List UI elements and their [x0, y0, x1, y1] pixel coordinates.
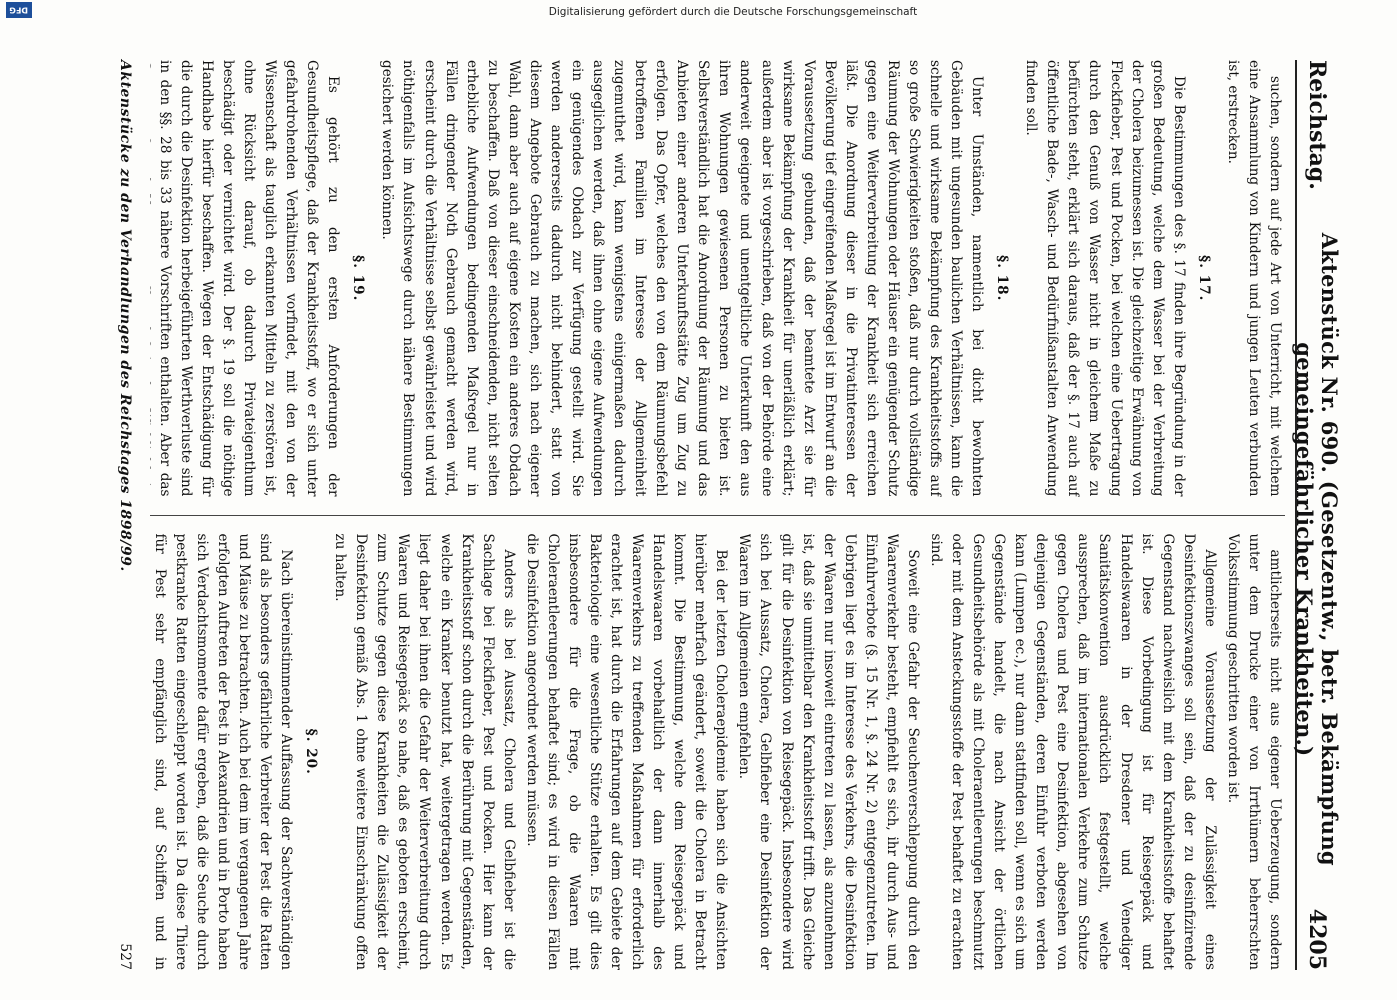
paragraph: Nach übereinstimmender Auffassung der Sachverständigen sind als besonders gefährliche Verbreiter der Pest die Ratten und Mäuse zu betrachten. Auch bei dem im vergangenen Jahre erfolgten Auftreten der Pest in Alexandrien und in Porto haben sich Verdachtsmomente dafür ergeben, daß die Seuche durch pestkranke Ratten eingeschleppt worden ist. Da diese Thiere für Pest sehr empfänglich sind, auf Schiffen und in: [151, 533, 295, 970]
paragraph: suchen, sondern auf jede Art von Unterricht, mit welchem eine Ansammlung von Kindern und jungen Leuten verbunden ist, erstrecken.: [1224, 60, 1283, 497]
paragraph: Bei der letzten Choleraepidemie haben sich die Ansichten hierüber mehrfach geändert, soweit die Cholera in Betracht kommt. Die Bestimmung, welche dem Reisegepäck und Handelswaaren vorbehaltlich der dann innerhalb des Waarenverkehrs zu treffenden Maßnahmen für erforderlich erachtet ist, hat durch die Erfahrungen auf dem Gebiete der Bakteriologie eine wesentliche Stütze erhalten. Es gilt dies insbesondere für die Frage, ob die Waaren mit Choleraentleerungen behaftet sind; es wird in diesen Fällen die Desinfektion angeordnet werden müssen.: [523, 533, 730, 970]
paragraph: Allgemeine Voraussetzung der Zulässigkeit eines Desinfektionszwanges soll sein, daß der zu desinfizirende Gegenstand nachweislich mit dem Krankheitsstoffe behaftet ist. Diese Vorbedingung ist für Reisegepäck und Handelswaaren in der Dresdener und Venediger Sanitätskonvention ausdrücklich festgestellt, welche aussprechen, daß im internationalen Verkehre zum Schutze gegen Cholera und Pest eine Desinfektion, abgesehen von denjenigen Gegenständen, deren Einfuhr verboten werden kann (Lumpen ec.), nur dann stattfinden soll, wenn es sich um Gegenstände handelt, die nach Ansicht der örtlichen Gesundheitsbehörde als mit Choleraentleerungen beschmutzt oder mit dem Ansteckungsstoffe der Pest behaftet zu erachten sind.: [928, 533, 1218, 970]
funding-note-text: Digitalisierung gefördert durch die Deutsche Forschungsgemeinschaft: [548, 6, 918, 19]
funding-note: [397, 2, 1397, 22]
header-page-number: 4205: [1304, 908, 1330, 970]
running-title: Aktenstücke zu den Verhandlungen des Reichstages 1898/99.: [117, 60, 133, 572]
section-heading: §. 18.: [994, 255, 1011, 302]
column-right: [150, 534, 1285, 971]
paragraph: Es gehört zu den ersten Anforderungen der Gesundheitspflege, daß der Krankheitsstoff, wo er sich unter gefahrdrohenden Verhältnissen vorfindet, mit den von der Wissenschaft als tauglich erkannten Mitteln zu zerstören ist, ohne Rücksicht darauf, ob dadurch Privateigenthum beschädigt oder vernichtet wird. Der §. 19 soll die nöthige Handhabe hierfür beschaffen. Wegen der Entschädigung für die durch die Desinfektion herbeigeführten Werthverluste sind in den §§. 28 bis 33 nähere Vorschriften enthalten. Aber das: [156, 60, 342, 497]
page-footer: [110, 60, 140, 970]
text-columns: [150, 60, 1285, 970]
header-left: Reichstag.: [1304, 60, 1330, 190]
dfg-logo: DFG: [6, 2, 32, 18]
paragraph: Soweit eine Gefahr der Seuchenverschleppung durch den Waarenverkehr besteht, empfiehlt es sich, ihr durch Aus- und Einfuhrverbote (§. 15 Nr. 1, §. 24 Nr. 2) entgegenzutreten. Im Uebrigen liegt es im Interesse des Verkehrs, die Desinfektion der Waaren nur insoweit eintreten zu lassen, als anzunehmen ist, daß sie unmittelbar den Krankheitsstoff trifft. Das Gleiche gilt für die Desinfektion von Reisegepäck. Insbesondere wird sich bei Aussatz, Cholera, Gelbfieber eine Desinfektion der Waaren im Allgemeinen empfehlen.: [736, 533, 921, 970]
column-divider: [150, 515, 1285, 516]
page-header: [1292, 60, 1342, 970]
paragraph: amtlicherseits nicht aus eigener Ueberzeugung, sondern unter dem Drucke einer von Irrthümern beherrschten Volksstimmung geschritten worden ist.: [1224, 533, 1283, 970]
column-left: [150, 60, 1285, 497]
footer-page-number: 527: [117, 943, 133, 970]
paragraph: Die Bestimmungen des §. 17 finden ihre Begründung in der großen Bedeutung, welche dem Wasser bei der Verbreitung der Cholera beizumessen ist. Die gleichzeitige Erwähnung von Fleckfieber, Pest und Pocken, bei welchen eine Uebertragung durch den Genuß von Wasser nicht in gleichem Maße zu befürchten steht, erklärt sich daraus, daß der §. 17 auch auf öffentliche Bade-, Wasch- und Bedürfnißanstalten Anwendung finden soll.: [1023, 60, 1187, 497]
page-content: [110, 60, 1342, 970]
section-heading: §. 20.: [303, 728, 320, 775]
paragraph: Unter Umständen, namentlich bei dicht bewohnten Gebäuden mit ungesunden baulichen Verhältnissen, kann die schnelle und wirksame Bekämpfung des Krankheitsstoffs auf so große Schwierigkeiten stoßen, daß nur durch vollständige Räumung der Wohnungen oder Häuser ein genügender Schutz gegen eine Weiterverbreitung der Krankheit sich erreichen läßt. Die Anordnung dieser in die Privatinteressen der Bevölkerung tief eingreifenden Maßregel ist im Entwurf an die Voraussetzung gebunden, daß der beamtete Arzt sie für wirksame Bekämpfung der Krankheit für unerläßlich erklärt; außerdem aber ist vorgeschrieben, daß von der Behörde eine anderweit geeignete und unentgeltliche Unterkunft den aus ihren Wohnungen gewiesenen Personen zu bieten ist. Selbstverständlich hat die Anordnung der Räumung und das Anbieten einer anderen Unterkunftsstätte Zug um Zug zu erfolgen. Das Opfer, welches den von dem Räumungsbefehl betroffenen Familien im Interesse der Allgemeinheit zugemuthet wird, kann wenigstens einigermaßen dadurch ausgeglichen werden, daß ihnen ohne eigene Aufwendungen ein genügendes Obdach zur Verfügung gestellt wird. Sie werden andererseits dadurch nicht behindert, statt von diesem Angebote Gebrauch zu machen, sich nach eigener Wahl, dann aber auch auf eigene Kosten ein anderes Obdach zu beschaffen. Daß von dieser einschneidenden, nicht selten erhebliche Aufwendungen bedingenden Maßregel nur in Fällen dringender Noth Gebrauch gemacht werden wird, erscheint durch die Verhältnisse selbst gewährleistet und wird nöthigenfalls im Aufsichtswege durch nähere Bestimmungen gesichert werden können.: [379, 60, 986, 497]
section-heading: §. 17.: [1195, 255, 1212, 302]
header-title: Aktenstück Nr. 690. (Gesetzentw., betr. Bekämpfung gemeingefährlicher Krankheiten.): [1292, 232, 1342, 866]
section-heading: §. 19.: [350, 255, 367, 302]
paragraph: Anders als bei Aussatz, Cholera und Gelbfieber ist die Sachlage bei Fleckfieber, Pest und Pocken. Hier kann der Krankheitsstoff schon durch die Berührung mit Gegenständen, welche ein Kranker benutzt hat, weitergetragen werden. Es liegt daher bei ihnen die Gefahr der Weiterverbreitung durch Waaren und Reisegepäck so nahe, daß es geboten erscheint, zum Schutze gegen diese Krankheiten die Zulässigkeit der Desinfektion gemäß Abs. 1 ohne weitere Einschränkung offen zu halten.: [332, 533, 517, 970]
